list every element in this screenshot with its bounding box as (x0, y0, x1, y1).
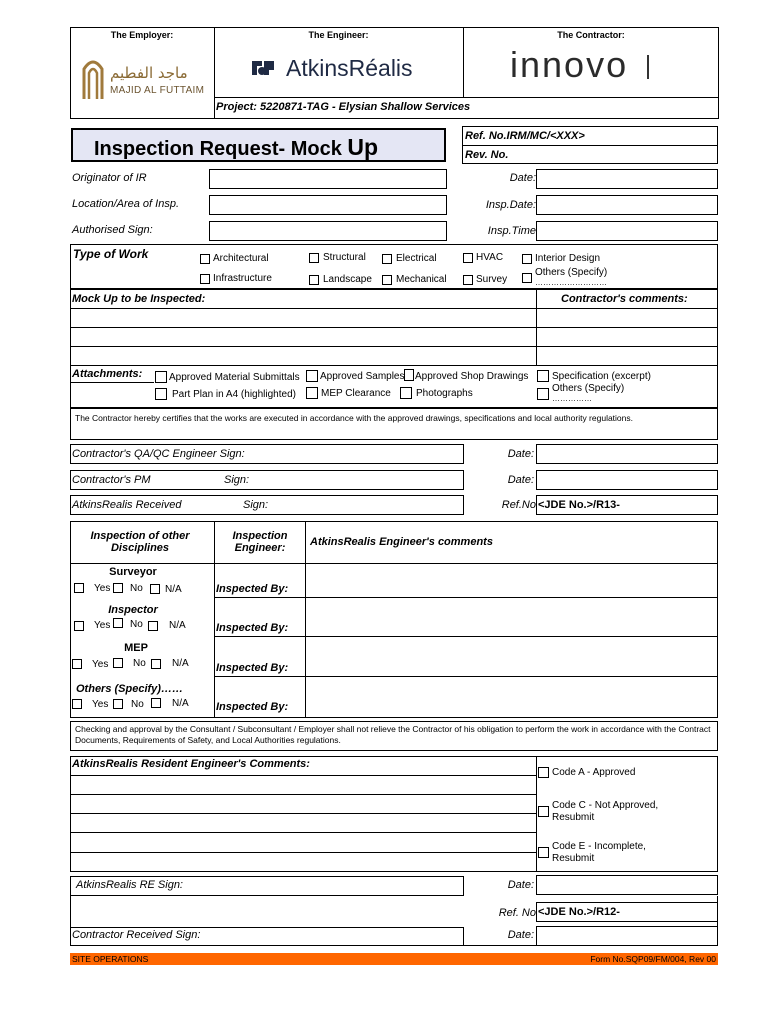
inspector-no-label: No (130, 619, 143, 630)
others-no-checkbox[interactable] (113, 699, 123, 709)
contractor-label: The Contractor: (557, 30, 625, 40)
footer-left: SITE OPERATIONS (72, 954, 149, 964)
part-plan-checkbox[interactable] (155, 388, 167, 400)
form-title (94, 134, 378, 161)
location-input[interactable] (209, 195, 447, 215)
contractor-logo-accent (647, 55, 649, 79)
inspector-no-checkbox[interactable] (113, 618, 123, 628)
received-ref-label: Ref.No (501, 499, 536, 511)
others-yes-checkbox[interactable] (72, 699, 82, 709)
surveyor-no-label: No (130, 583, 143, 594)
electrical-label: Electrical (396, 253, 437, 264)
approved-shop-drawings-checkbox[interactable] (404, 369, 414, 381)
surveyor-yes-checkbox[interactable] (74, 583, 84, 593)
mep-clearance-label: MEP Clearance (321, 388, 391, 399)
footer-right: Form No.SQP09/FM/004, Rev 00 (590, 954, 716, 964)
mep-label: MEP (124, 642, 148, 654)
pm-date-input[interactable] (536, 470, 718, 490)
inspector-label: Inspector (108, 604, 158, 616)
employer-logo-arabic: ماجد الفطيم (110, 64, 188, 82)
approved-shop-drawings-label: Approved Shop Drawings (415, 371, 529, 382)
inspector-na-label: N/A (169, 620, 186, 631)
inspection-col2-header: Inspection Engineer: (232, 530, 288, 554)
interior-design-checkbox[interactable] (522, 254, 532, 264)
part-plan-label: Part Plan in A4 (highlighted) (172, 389, 296, 400)
re-date-label: Date: (507, 879, 534, 891)
originator-input[interactable] (209, 169, 447, 189)
checking-text: Checking and approval by the Consultant / Subconsultant / Employer shall not relieve the Contractor of his obligation to perform the work in accordance with the Contract Documents, Requirements of Safety, and Local Authorities regulations. (75, 724, 711, 745)
others-checkbox[interactable] (522, 273, 532, 283)
mockup-row-line (70, 327, 718, 328)
specification-checkbox[interactable] (537, 370, 549, 382)
electrical-checkbox[interactable] (382, 254, 392, 264)
infrastructure-label: Infrastructure (213, 273, 272, 284)
pm-sign-label: Sign: (224, 474, 250, 486)
resident-comments-label: AtkinsRealis Resident Engineer's Comments: (72, 758, 310, 770)
code-c-checkbox[interactable] (538, 806, 549, 817)
employer-label: The Employer: (110, 30, 174, 40)
qaqc-date-input[interactable] (536, 444, 718, 464)
form-title-suffix: Up (347, 134, 379, 160)
approved-material-label: Approved Material Submittals (169, 372, 300, 383)
form-title-main: Inspection Request- Mock (94, 138, 348, 160)
inspector-inspected-by: Inspected By: (216, 622, 289, 634)
interior-design-label: Interior Design (535, 253, 601, 264)
bottom-ref-value: <JDE No.>/R12- (538, 906, 620, 918)
employer-logo (82, 55, 205, 100)
bottom-ref-label: Ref. No (498, 907, 536, 919)
date-input[interactable] (536, 169, 718, 189)
structural-label: Structural (323, 252, 366, 263)
inspector-na-checkbox[interactable] (148, 621, 158, 631)
employer-logo-mark-icon (82, 55, 104, 99)
others-na-checkbox[interactable] (151, 698, 161, 708)
re-sign-label: AtkinsRealis RE Sign: (76, 879, 183, 891)
originator-label: Originator of IR (72, 172, 147, 184)
approved-material-checkbox[interactable] (155, 371, 167, 383)
approved-samples-label: Approved Samples (320, 371, 405, 382)
contractor-received-date-label: Date: (507, 929, 534, 941)
surveyor-na-label: N/A (165, 584, 182, 595)
survey-checkbox[interactable] (463, 275, 473, 285)
engineer-label: The Engineer: (308, 30, 369, 40)
resident-row-line (70, 813, 536, 814)
inspector-yes-label: Yes (94, 620, 111, 631)
mep-na-label: N/A (172, 658, 189, 669)
inspection-row-line (70, 563, 214, 564)
mep-no-checkbox[interactable] (113, 658, 123, 668)
inspection-row-line (214, 636, 718, 637)
landscape-label: Landscape (323, 274, 372, 285)
mep-na-checkbox[interactable] (151, 659, 161, 669)
insp-date-input[interactable] (536, 195, 718, 215)
surveyor-no-checkbox[interactable] (113, 583, 123, 593)
inspection-row-line (214, 676, 718, 677)
surveyor-na-checkbox[interactable] (150, 584, 160, 594)
inspection-row-line (214, 563, 718, 564)
attachments-others-checkbox[interactable] (537, 388, 549, 400)
architectural-checkbox[interactable] (200, 254, 210, 264)
received-sign-label: Sign: (243, 499, 269, 511)
mep-yes-label: Yes (92, 659, 109, 670)
header-divider (214, 27, 215, 119)
pm-date-label: Date: (507, 474, 534, 486)
resident-row-line (70, 852, 536, 853)
mockup-row-line (70, 308, 718, 309)
mep-inspected-by: Inspected By: (216, 662, 289, 674)
approved-samples-checkbox[interactable] (306, 370, 318, 382)
resident-row-line (70, 775, 536, 776)
mep-no-label: No (133, 658, 146, 669)
contractor-logo: innovo (510, 44, 629, 85)
qaqc-date-label: Date: (507, 448, 534, 460)
mechanical-checkbox[interactable] (382, 275, 392, 285)
type-of-work-box (70, 244, 718, 289)
ref-divider (462, 145, 718, 146)
resident-row-line (70, 794, 536, 795)
hvac-checkbox[interactable] (463, 253, 473, 263)
insp-time-label: Insp.Time (487, 225, 536, 237)
inspection-divider (305, 521, 306, 718)
others-na-label: N/A (172, 698, 189, 709)
attachments-others-dots: …………… (552, 394, 592, 403)
surveyor-inspected-by: Inspected By: (216, 583, 289, 595)
engineer-logo-text: AtkinsRéalis (286, 55, 413, 81)
code-e-checkbox[interactable] (538, 847, 549, 858)
attachments-label: Attachments: (72, 368, 143, 380)
others-specify-label: Others (Specify)…… (76, 683, 183, 695)
insp-date-label: Insp.Date: (485, 199, 536, 211)
resident-row-line (70, 832, 536, 833)
attachments-underline (70, 382, 154, 383)
received-ref-value: <JDE No.>/R13- (538, 499, 620, 511)
resident-divider (536, 756, 537, 872)
employer-logo-text: MAJID AL FUTTAIM (110, 85, 205, 96)
ref-no: Ref. No.IRM/MC/<XXX> (465, 130, 585, 142)
landscape-checkbox[interactable] (309, 275, 319, 285)
contractor-received-date-input[interactable] (536, 926, 718, 946)
engineer-logo (250, 55, 450, 85)
inspection-row-line (214, 597, 718, 598)
received-label: AtkinsRealis Received (72, 499, 182, 511)
hvac-label: HVAC (476, 252, 504, 263)
contractor-received-label: Contractor Received Sign: (72, 929, 201, 941)
inspector-yes-checkbox[interactable] (74, 621, 84, 631)
location-label: Location/Area of Insp. (72, 198, 180, 210)
others-inspected-by: Inspected By: (216, 701, 289, 713)
mechanical-label: Mechanical (396, 274, 447, 285)
mockup-label: Mock Up to be Inspected: (72, 293, 206, 305)
date-label: Date: (509, 172, 536, 184)
structural-checkbox[interactable] (309, 253, 319, 263)
survey-label: Survey (476, 274, 508, 285)
rev-no: Rev. No. (465, 149, 509, 161)
certify-text: The Contractor hereby certifies that the works are executed in accordance with the approved drawings, specifications and local authority regulations. (75, 413, 633, 423)
authorised-label: Authorised Sign: (72, 224, 153, 236)
insp-time-input[interactable] (536, 221, 718, 241)
type-of-work-label: Type of Work (73, 247, 149, 261)
inspection-col3-header: AtkinsRealis Engineer's comments (310, 536, 493, 548)
contractor-comments-label: Contractor's comments: (561, 293, 688, 305)
mockup-row-line (70, 346, 718, 347)
mep-yes-checkbox[interactable] (72, 659, 82, 669)
re-date-input[interactable] (536, 875, 718, 895)
photographs-label: Photographs (416, 388, 473, 399)
surveyor-yes-label: Yes (94, 583, 111, 594)
code-a-checkbox[interactable] (538, 767, 549, 778)
engineer-logo-mark-icon (250, 57, 282, 79)
authorised-input[interactable] (209, 221, 447, 241)
pm-label: Contractor's PM (72, 474, 151, 486)
qaqc-sign-label: Contractor's QA/QC Engineer Sign: (72, 448, 245, 460)
others-dots: ……………………… (535, 278, 607, 287)
others-label: Others (Specify) (535, 267, 608, 278)
code-e-label: Code E - Incomplete, Resubmit (552, 841, 646, 864)
mep-clearance-checkbox[interactable] (306, 387, 318, 399)
others-yes-label: Yes (92, 699, 109, 710)
code-c-label: Code C - Not Approved, Resubmit (552, 800, 659, 823)
project-title: Project: 5220871-TAG - Elysian Shallow Services (216, 101, 471, 113)
architectural-label: Architectural (213, 253, 269, 264)
attachments-others-label: Others (Specify) (552, 383, 625, 394)
inspection-col1-header: Inspection of other Disciplines (90, 530, 190, 554)
surveyor-label: Surveyor (109, 566, 157, 578)
others-no-label: No (131, 699, 144, 710)
photographs-checkbox[interactable] (400, 387, 412, 399)
inspection-divider (214, 521, 215, 718)
header-divider (214, 97, 719, 98)
infrastructure-checkbox[interactable] (200, 274, 210, 284)
code-a-label: Code A - Approved (552, 767, 636, 778)
specification-label: Specification (excerpt) (552, 371, 651, 382)
